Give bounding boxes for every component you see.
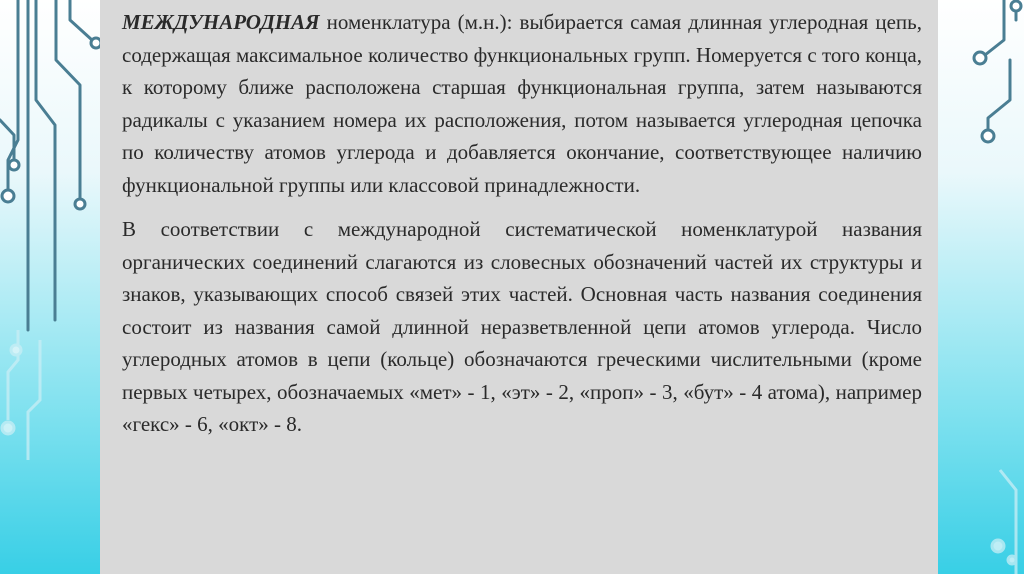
circuit-node-faded-3 [992, 540, 1004, 552]
circuit-node-right-2 [982, 130, 994, 142]
paragraph-1-text: номенклатура (м.н.): выбирается самая длинная углеродная цепь, содержащая максимальное количество функциональных групп. Номеруется с того конца, к которому ближе расположена старшая функциональная группа, затем называются радикалы с указанием номера их расположения, потом называется углеродная цепочка по количеству атомов углерода и добавляется окончание, соответствующее наличию функциональной группы или классовой принадлежности. [122, 10, 922, 197]
slide-content [122, 6, 922, 441]
circuit-node-left-1 [2, 190, 14, 202]
circuit-node-left-2 [75, 199, 85, 209]
paragraph-lead-term: МЕЖДУНАРОДНАЯ [122, 10, 320, 34]
circuit-node-faded-2 [11, 345, 21, 355]
circuit-node-faded-4 [1008, 556, 1016, 564]
paragraph-systematic-names: В соответствии с международной систематической номенклатурой названия органических соединений слагаются из словесных обозначений частей их структуры и знаков, указывающих способ связей этих частей. Основная часть названия соединения состоит из названия самой длинной неразветвленной цепи атомов углерода. Число углеродных атомов в цепи (кольце) обозначаются греческими числительными (кроме первых четырех, обозначаемых «мет» - 1, «эт» - 2, «проп» - 3, «бут» - 4 атома), например «гекс» - 6, «окт» - 8. [122, 217, 922, 436]
paragraph-nomenclature [122, 6, 922, 201]
circuit-node-faded-1 [2, 422, 14, 434]
circuit-node-right-3 [1011, 1, 1021, 11]
circuit-node-left-4 [9, 160, 19, 170]
circuit-node-right-1 [974, 52, 986, 64]
